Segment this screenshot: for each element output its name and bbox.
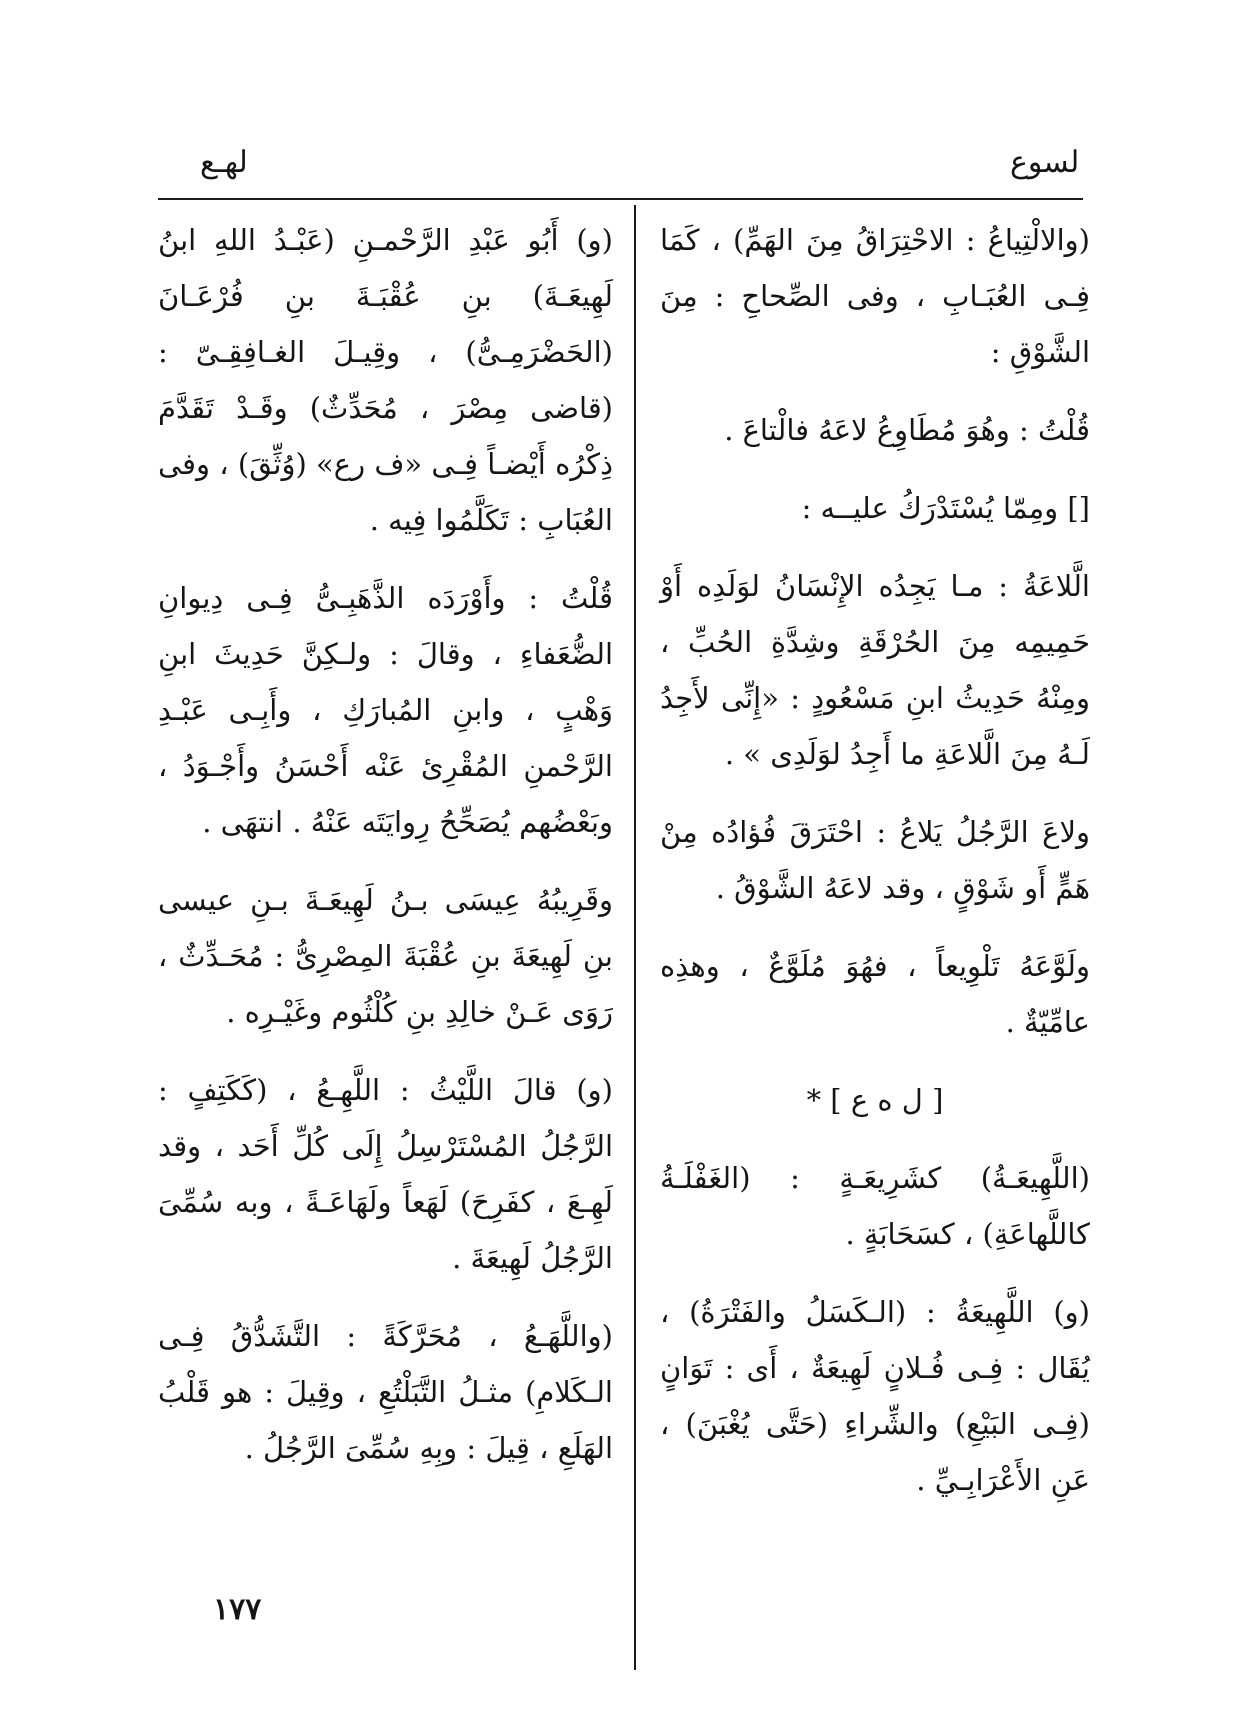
right-column	[660, 212, 1090, 1530]
entry-paragraph: (واللَّهَـعُ ، مُحَرَّكَةً : التَّشَدُّقُ فِـى الـكَلامِ) مثـلُ التَّبَلْتُعِ ، وقِيلَ : هو قَلْبُ الهَلَعِ ، قِيلَ : وبِهِ سُمِّىَ الرَّجُلُ .	[158, 1319, 613, 1465]
root-heading: [ ل ه ع ] *	[806, 1083, 944, 1117]
entry-paragraph: قُلْتُ : وأَوْرَدَه الذَّهَبِـىُّ فِـى دِيوانِ الضُّعَفاءِ ، وقالَ : ولـكِنَّ حَدِيثَ ابنِ وَهْبٍ ، وابنِ المُبارَكِ ، وأَبِـى عَبْـدِ الرَّحْمنِ المُقْرِئ عَنْه أَحْسَنُ وأَجْـوَدُ ، وبَعْضُهم يُصَحِّحُ رِوايَتَه عَنْهُ . انتهَى .	[158, 581, 613, 839]
entry-paragraph: قُلْتُ : وهُوَ مُطَاوِعُ لاعَهُ فالْتاعَ .	[724, 413, 1090, 447]
header-rule	[158, 198, 1083, 200]
entry-paragraph: (و) قالَ اللَّيْثُ : اللَّهِـعُ ، (كَكَتِفٍ : الرَّجُلُ المُسْتَرْسِلُ إِلَى كُلِّ أَحَد ، وقد لَهِـعَ ، كفَرِحَ) لَهَعاً ولَهَاعَـةً ، وبه سُمِّىَ الرَّجُلُ لَهِيعَةَ .	[158, 1073, 613, 1275]
entry-paragraph: (و) اللَّهِيعَةُ : (الـكَسَلُ والفَتْرَةُ) ، يُقَال : فِـى فُـلانٍ لَهِيعَةٌ ، أَى : تَوَانٍ (فِـى البَيْعِ) والشِّراءِ (حَتَّى يُغْبَنَ) ، عَنِ الأَعْرَابِـيِّ .	[660, 1295, 1090, 1497]
running-head-left: لهـع	[200, 145, 248, 180]
column-divider	[634, 205, 636, 1670]
page-number: ١٧٧	[213, 1592, 262, 1627]
entry-paragraph: ولَوَّعَهُ تَلْوِيعاً ، فهُوَ مُلَوَّعٌ ، وهذِه عامِّيّةٌ .	[660, 949, 1090, 1039]
running-head-right: لسوع	[1010, 145, 1080, 180]
entry-paragraph: (اللَّهِيعَـةُ) كشَرِيعَـةٍ : (الغَفْلَـةُ كاللَّهاعَةِ) ، كسَحَابَةٍ .	[660, 1161, 1090, 1251]
entry-paragraph: [] ومِمّا يُسْتَدْرَكُ عليــه :	[801, 491, 1090, 525]
entry-paragraph: (و) أَبُو عَبْدِ الرَّحْمـنِ (عَبْـدُ اللهِ ابنُ لَهِيعَـةَ) بنِ عُقْبَـةَ بنِ فُرْعَـانَ (الحَضْرَمِـىُّ) ، وقِيـلَ الغـافِقِـىّ : (قاضى مِصْرَ ، مُحَدِّثٌ) وقَـدْ تَقَدَّمَ ذِكْرُه أَيْضـاً فِـى «ف رع» (وُثِّقَ) ، وفى العُبَابِ : تَكَلَّمُوا فِيه .	[158, 223, 613, 537]
entry-paragraph: الَّلاعَةُ : مـا يَجِدُه الإِنْسَانُ لوَلَدِه أَوْ حَمِيمِه مِنَ الحُرْقَةِ وشِدَّةِ الحُبِّ ، ومِنْهُ حَدِيثُ ابنِ مَسْعُودٍ : «إِنِّى لأَجِدُ لَـهُ مِنَ الَّلاعَةِ ما أَجِدُ لوَلَدِى » .	[660, 569, 1090, 771]
entry-paragraph: ولاعَ الرَّجُلُ يَلاعُ : احْتَرَقَ فُؤادُه مِنْ هَمٍّ أَو شَوْقٍ ، وقد لاعَهُ الشَّوْقُ .	[660, 815, 1090, 905]
entry-paragraph: (والالْتِياعُ : الاحْتِرَاقُ مِنَ الهَمِّ) ، كَمَا فِـى العُبَـابِ ، وفى الصِّحاحِ : مِنَ الشَّوْقِ :	[660, 223, 1090, 369]
left-column	[158, 212, 613, 1498]
entry-paragraph: وقَرِيبُهُ عِيسَى بـنُ لَهِيعَـةَ بـنِ عيسى بنِ لَهِيعَةَ بنِ عُقْبَةَ المِصْرِىُّ : مُحَـدِّثٌ ، رَوَى عَـنْ خالِدِ بنِ كُلْثُوم وغَيْـرِه .	[158, 883, 613, 1029]
